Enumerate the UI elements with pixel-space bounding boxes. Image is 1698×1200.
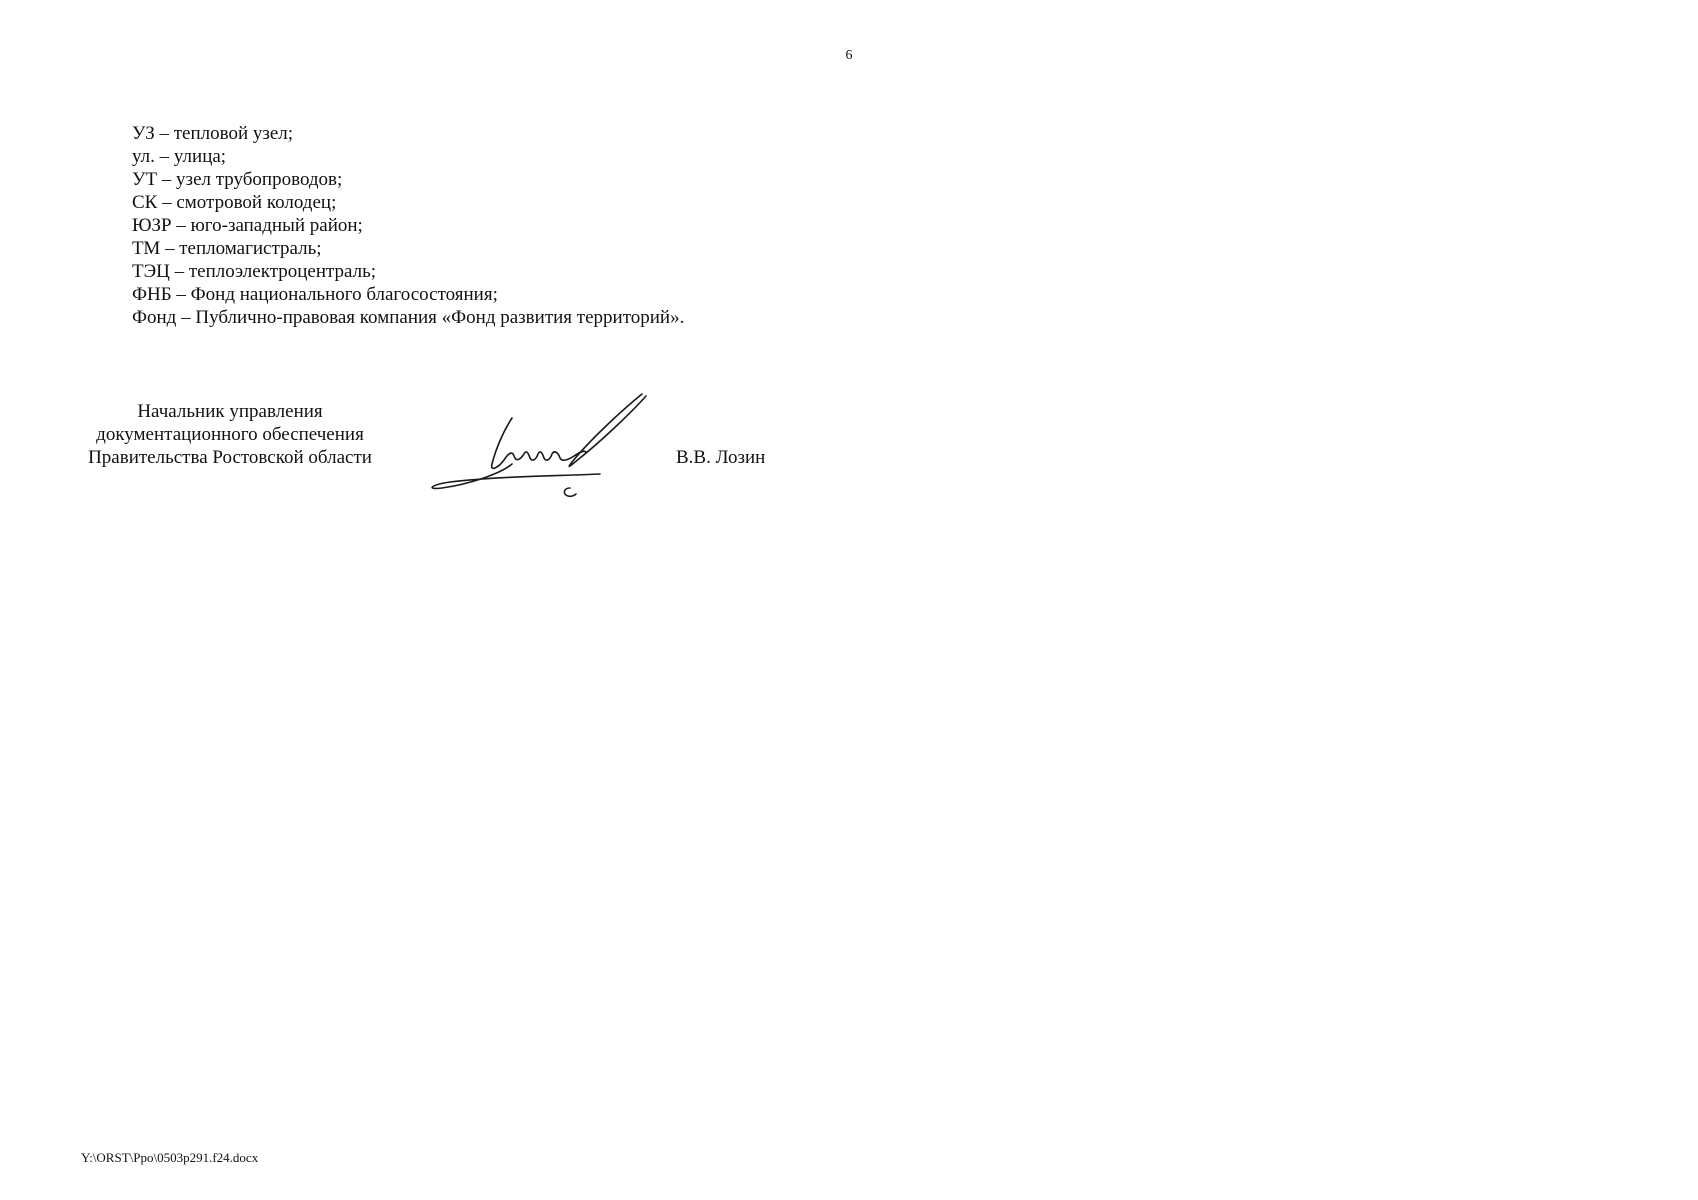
handwritten-signature <box>420 390 660 500</box>
document-file-path: Y:\ORST\Ppo\0503p291.f24.docx <box>81 1150 259 1165</box>
signer-title-line: документационного обеспечения <box>96 424 364 445</box>
abbreviation-item: ЮЗР – юго-западный район; <box>132 215 363 236</box>
abbreviation-item: УЗ – тепловой узел; <box>132 123 294 144</box>
abbreviation-item: ТМ – тепломагистраль; <box>132 238 322 259</box>
abbreviation-item: ул. – улица; <box>132 146 227 167</box>
signer-name: В.В. Лозин <box>676 447 766 468</box>
signer-title-line: Правительства Ростовской области <box>88 447 372 468</box>
abbreviation-item: Фонд – Публично-правовая компания «Фонд развития территорий». <box>132 307 685 328</box>
signer-title-line: Начальник управления <box>137 401 323 422</box>
abbreviation-item: ФНБ – Фонд национального благосостояния; <box>132 284 498 305</box>
abbreviation-list <box>132 122 684 329</box>
abbreviation-item: ТЭЦ – теплоэлектроцентраль; <box>132 261 377 282</box>
abbreviation-item: СК – смотровой колодец; <box>132 192 337 213</box>
abbreviation-item: УТ – узел трубопроводов; <box>132 169 343 190</box>
page-number: 6 <box>845 48 853 63</box>
signer-title <box>70 400 390 469</box>
